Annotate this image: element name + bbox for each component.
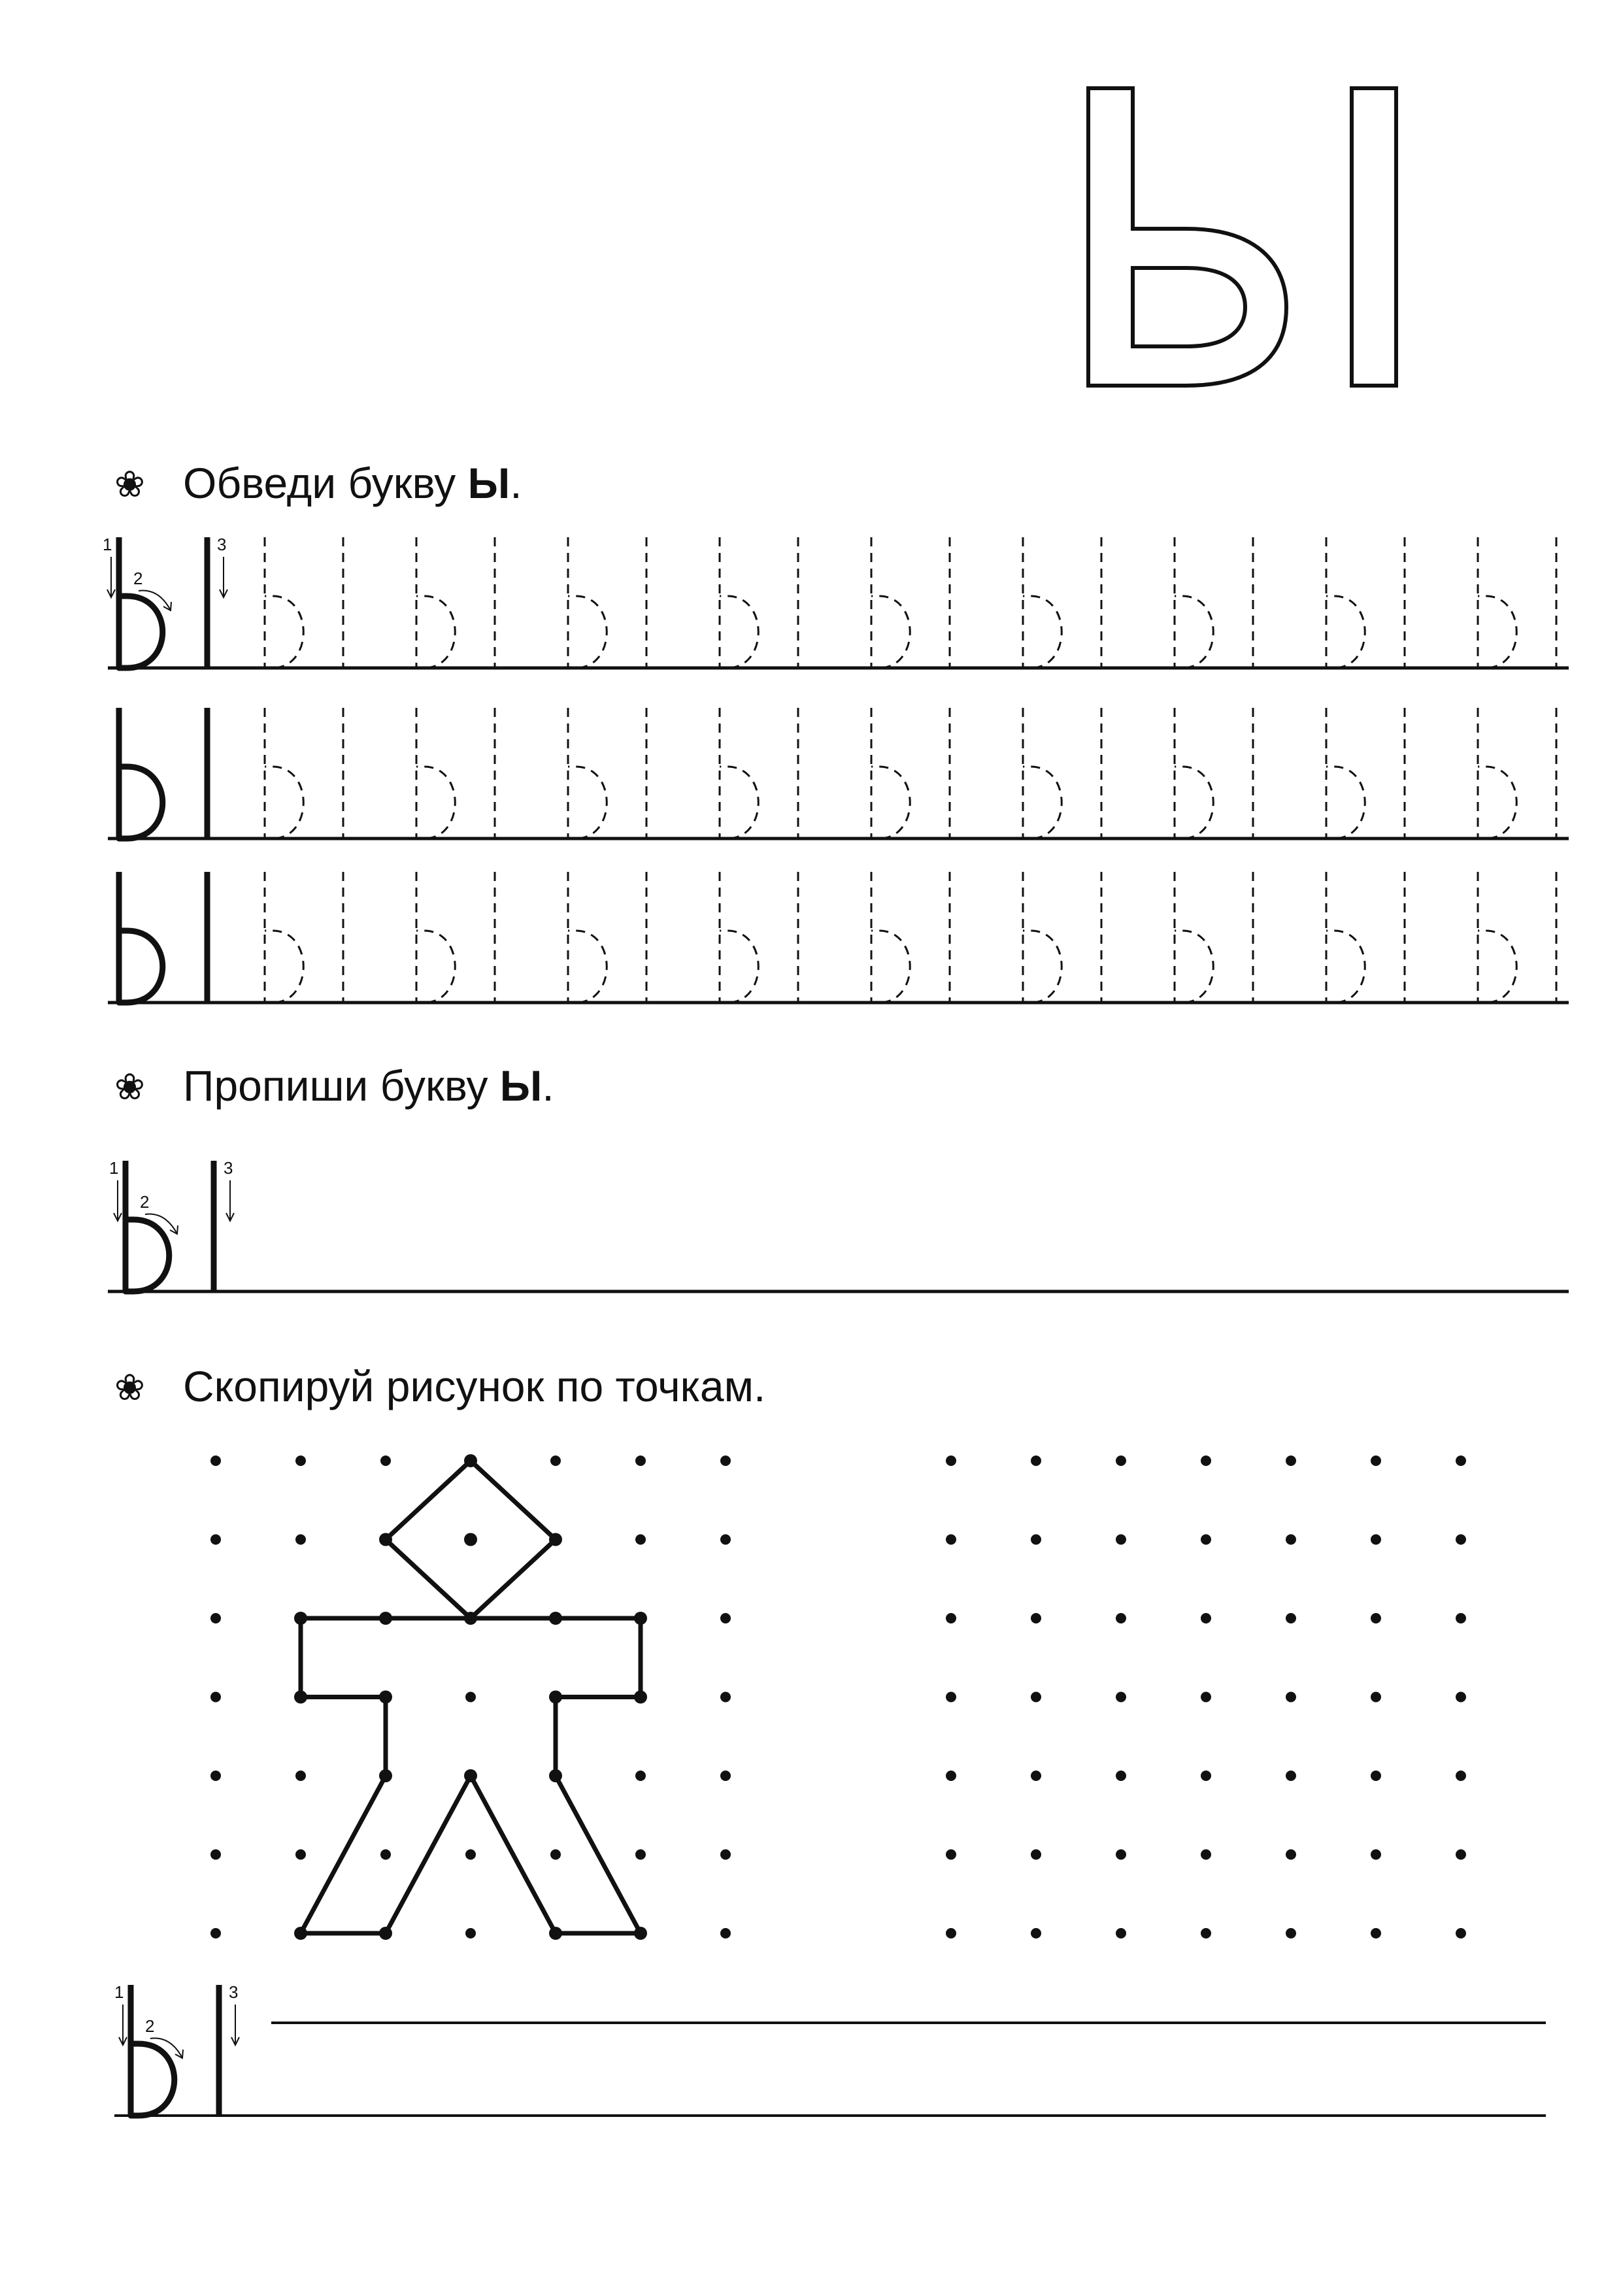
grid-dot bbox=[720, 1535, 731, 1545]
dashed-letter[interactable] bbox=[1478, 537, 1556, 668]
section-heading-write bbox=[114, 1061, 554, 1110]
dashed-bowl bbox=[1478, 872, 1516, 1003]
stroke-number: 2 bbox=[140, 1192, 150, 1212]
flower-icon: ❀ bbox=[114, 1066, 145, 1107]
figure-vertex bbox=[634, 1612, 647, 1625]
dashed-bowl bbox=[1326, 872, 1365, 1003]
grid-dot bbox=[295, 1535, 306, 1545]
figure-vertex bbox=[294, 1927, 307, 1940]
flower-icon: ❀ bbox=[114, 463, 145, 505]
grid-dot bbox=[210, 1613, 221, 1623]
grid-dot[interactable] bbox=[1371, 1850, 1381, 1860]
grid-dot[interactable] bbox=[1201, 1535, 1211, 1545]
dashed-letter[interactable] bbox=[1175, 708, 1253, 839]
grid-dot bbox=[550, 1456, 561, 1466]
dashed-letter[interactable] bbox=[1023, 537, 1101, 668]
grid-dot[interactable] bbox=[1456, 1692, 1466, 1703]
dashed-bowl bbox=[1478, 537, 1516, 668]
figure-vertex bbox=[294, 1612, 307, 1625]
dashed-bowl bbox=[1175, 708, 1213, 839]
grid-dot[interactable] bbox=[1456, 1456, 1466, 1466]
figure-vertex bbox=[294, 1691, 307, 1704]
dashed-letter[interactable] bbox=[265, 708, 343, 839]
grid-dot bbox=[635, 1850, 646, 1860]
dashed-letter[interactable] bbox=[1478, 872, 1556, 1003]
grid-dot[interactable] bbox=[946, 1535, 956, 1545]
grid-dot[interactable] bbox=[1201, 1692, 1211, 1703]
grid-dot bbox=[295, 1771, 306, 1781]
grid-dot[interactable] bbox=[1116, 1692, 1126, 1703]
grid-dot bbox=[210, 1928, 221, 1938]
dashed-letter[interactable] bbox=[1175, 872, 1253, 1003]
grid-dot bbox=[635, 1456, 646, 1466]
grid-dot[interactable] bbox=[1286, 1692, 1296, 1703]
figure-vertex bbox=[549, 1612, 562, 1625]
grid-dot bbox=[720, 1613, 731, 1623]
dashed-bowl bbox=[720, 872, 758, 1003]
stroke-number: 1 bbox=[109, 1158, 119, 1178]
dashed-bowl bbox=[416, 708, 455, 839]
dashed-bowl bbox=[1023, 872, 1061, 1003]
grid-dot bbox=[380, 1456, 391, 1466]
dashed-bowl bbox=[1023, 708, 1061, 839]
dashed-letter[interactable] bbox=[871, 708, 950, 839]
big-letter-outline bbox=[1088, 88, 1396, 386]
figure-vertex bbox=[464, 1454, 477, 1467]
grid-dot bbox=[720, 1456, 731, 1466]
heading-letter: Ы bbox=[499, 1061, 543, 1110]
arrow-head-icon bbox=[175, 2050, 183, 2058]
dashed-bowl bbox=[265, 537, 303, 668]
stroke-number: 2 bbox=[133, 569, 143, 588]
svg-text:Пропиши букву Ы.: Пропиши букву Ы. bbox=[183, 1061, 554, 1110]
grid-dot[interactable] bbox=[1116, 1928, 1126, 1938]
svg-text:Скопируй рисунок по точкам. bbox=[183, 1362, 765, 1410]
figure-vertex bbox=[464, 1533, 477, 1546]
dashed-bowl bbox=[1175, 537, 1213, 668]
grid-dot[interactable] bbox=[1031, 1850, 1041, 1860]
grid-dot[interactable] bbox=[1286, 1456, 1296, 1466]
trace-row bbox=[108, 872, 1569, 1003]
figure-vertex bbox=[379, 1769, 392, 1782]
dot-grid-example bbox=[210, 1454, 731, 1940]
figure-vertex bbox=[379, 1691, 392, 1704]
dashed-bowl bbox=[720, 708, 758, 839]
dashed-bowl bbox=[265, 872, 303, 1003]
grid-dot bbox=[295, 1456, 306, 1466]
dashed-bowl bbox=[265, 708, 303, 839]
grid-dot[interactable] bbox=[1116, 1771, 1126, 1781]
letter-stroke-bowl bbox=[119, 708, 163, 839]
grid-dot[interactable] bbox=[946, 1928, 956, 1938]
dashed-bowl bbox=[416, 537, 455, 668]
dashed-letter[interactable] bbox=[568, 537, 646, 668]
dashed-letter[interactable] bbox=[1023, 708, 1101, 839]
grid-dot[interactable] bbox=[1286, 1771, 1296, 1781]
dashed-letter[interactable] bbox=[1023, 872, 1101, 1003]
dashed-bowl bbox=[871, 872, 910, 1003]
dashed-bowl bbox=[871, 708, 910, 839]
letter-stroke-bowl bbox=[119, 872, 163, 1003]
grid-dot[interactable] bbox=[1286, 1928, 1296, 1938]
grid-dot[interactable] bbox=[1201, 1456, 1211, 1466]
figure-vertex bbox=[549, 1533, 562, 1546]
grid-dot bbox=[465, 1850, 476, 1860]
dashed-bowl bbox=[1023, 537, 1061, 668]
grid-dot[interactable] bbox=[1456, 1928, 1466, 1938]
dashed-bowl bbox=[1478, 708, 1516, 839]
grid-dot[interactable] bbox=[1031, 1456, 1041, 1466]
figure-vertex bbox=[634, 1927, 647, 1940]
figure-vertex bbox=[379, 1927, 392, 1940]
dashed-letter[interactable] bbox=[1326, 708, 1405, 839]
dashed-letter[interactable] bbox=[265, 872, 343, 1003]
heading-letter: Ы bbox=[467, 459, 510, 507]
dashed-letter[interactable] bbox=[568, 708, 646, 839]
figure-vertex bbox=[634, 1691, 647, 1704]
heading-text: Скопируй рисунок по точкам. bbox=[183, 1362, 766, 1410]
dashed-bowl bbox=[568, 537, 607, 668]
sample-letter bbox=[109, 1158, 234, 1291]
trace-row bbox=[103, 535, 1569, 668]
figure-vertex bbox=[379, 1612, 392, 1625]
grid-dot[interactable] bbox=[1031, 1535, 1041, 1545]
grid-dot[interactable] bbox=[1371, 1771, 1381, 1781]
dashed-letter[interactable] bbox=[1326, 872, 1405, 1003]
section-heading-trace bbox=[114, 459, 522, 507]
grid-dot[interactable] bbox=[946, 1850, 956, 1860]
grid-dot[interactable] bbox=[946, 1771, 956, 1781]
grid-dot[interactable] bbox=[1116, 1535, 1126, 1545]
svg-text:Обведи букву Ы.: Обведи букву Ы. bbox=[183, 459, 522, 507]
dashed-letter[interactable] bbox=[1326, 537, 1405, 668]
dashed-letter[interactable] bbox=[871, 537, 950, 668]
dashed-bowl bbox=[1326, 708, 1365, 839]
arrow-head-icon bbox=[163, 602, 171, 610]
letter-stroke-bowl bbox=[119, 537, 163, 668]
grid-dot[interactable] bbox=[1371, 1535, 1381, 1545]
grid-dot[interactable] bbox=[1371, 1928, 1381, 1938]
grid-dot bbox=[465, 1692, 476, 1703]
dashed-letter[interactable] bbox=[1175, 537, 1253, 668]
grid-dot[interactable] bbox=[1031, 1692, 1041, 1703]
grid-dot[interactable] bbox=[1286, 1613, 1296, 1623]
grid-dot bbox=[380, 1850, 391, 1860]
grid-dot[interactable] bbox=[1286, 1850, 1296, 1860]
dashed-letter[interactable] bbox=[720, 872, 798, 1003]
figure-vertex bbox=[549, 1927, 562, 1940]
grid-dot bbox=[720, 1850, 731, 1860]
grid-dot[interactable] bbox=[1201, 1928, 1211, 1938]
grid-dot bbox=[720, 1771, 731, 1781]
dashed-letter[interactable] bbox=[720, 537, 798, 668]
grid-dot[interactable] bbox=[1116, 1456, 1126, 1466]
flower-icon: ❀ bbox=[114, 1367, 145, 1408]
stroke-number: 3 bbox=[224, 1158, 233, 1178]
grid-dot[interactable] bbox=[1201, 1850, 1211, 1860]
grid-dot bbox=[210, 1535, 221, 1545]
figure-vertex bbox=[464, 1612, 477, 1625]
stroke-number: 3 bbox=[229, 1982, 239, 2002]
write-row[interactable] bbox=[108, 1158, 1569, 1291]
grid-dot bbox=[295, 1850, 306, 1860]
figure-vertex bbox=[549, 1769, 562, 1782]
dashed-letter[interactable] bbox=[416, 537, 495, 668]
dashed-bowl bbox=[416, 872, 455, 1003]
letter-stroke-bowl bbox=[131, 1985, 175, 2116]
grid-dot bbox=[465, 1928, 476, 1938]
grid-dot bbox=[210, 1850, 221, 1860]
heading-text: Обведи букву bbox=[183, 459, 468, 507]
grid-dot[interactable] bbox=[1456, 1613, 1466, 1623]
grid-dot[interactable] bbox=[1371, 1613, 1381, 1623]
figure-vertex bbox=[464, 1769, 477, 1782]
stroke-number: 2 bbox=[145, 2016, 155, 2036]
dashed-letter[interactable] bbox=[416, 872, 495, 1003]
dashed-bowl bbox=[1175, 872, 1213, 1003]
grid-dot[interactable] bbox=[1031, 1928, 1041, 1938]
grid-dot bbox=[720, 1928, 731, 1938]
dashed-bowl bbox=[568, 708, 607, 839]
trace-row bbox=[108, 708, 1569, 839]
grid-dot bbox=[635, 1535, 646, 1545]
sample-letter bbox=[119, 708, 207, 839]
grid-dot[interactable] bbox=[946, 1613, 956, 1623]
grid-dot[interactable] bbox=[1286, 1535, 1296, 1545]
dashed-letter[interactable] bbox=[568, 872, 646, 1003]
grid-dot bbox=[550, 1850, 561, 1860]
grid-dot[interactable] bbox=[1031, 1771, 1041, 1781]
figure-vertex bbox=[379, 1533, 392, 1546]
grid-dot bbox=[720, 1692, 731, 1703]
figure-vertex bbox=[549, 1691, 562, 1704]
dashed-letter[interactable] bbox=[1478, 708, 1556, 839]
grid-dot[interactable] bbox=[1371, 1456, 1381, 1466]
grid-dot[interactable] bbox=[1031, 1613, 1041, 1623]
letter-stroke-bowl bbox=[125, 1161, 169, 1291]
dashed-bowl bbox=[568, 872, 607, 1003]
trace-rows bbox=[103, 535, 1569, 1003]
heading-text: Пропиши букву bbox=[183, 1061, 500, 1110]
grid-dot[interactable] bbox=[1201, 1613, 1211, 1623]
stroke-number: 1 bbox=[103, 535, 112, 554]
grid-dot[interactable] bbox=[1116, 1613, 1126, 1623]
dashed-bowl bbox=[1326, 537, 1365, 668]
dashed-letter[interactable] bbox=[871, 872, 950, 1003]
stroke-number: 3 bbox=[217, 535, 227, 554]
dashed-letter[interactable] bbox=[720, 708, 798, 839]
sample-letter bbox=[103, 535, 227, 668]
grid-dot[interactable] bbox=[946, 1456, 956, 1466]
section-heading-copy bbox=[114, 1362, 765, 1410]
grid-dot[interactable] bbox=[1456, 1771, 1466, 1781]
grid-dot[interactable] bbox=[1201, 1771, 1211, 1781]
dashed-letter[interactable] bbox=[416, 708, 495, 839]
grid-dot[interactable] bbox=[1371, 1692, 1381, 1703]
dashed-bowl bbox=[720, 537, 758, 668]
grid-dot[interactable] bbox=[1116, 1850, 1126, 1860]
sample-letter bbox=[114, 1982, 239, 2116]
arrow-head-icon bbox=[170, 1225, 178, 1234]
dot-grid-blank[interactable] bbox=[946, 1456, 1466, 1938]
grid-dot bbox=[210, 1692, 221, 1703]
grid-dot bbox=[210, 1771, 221, 1781]
dashed-bowl bbox=[871, 537, 910, 668]
grid-dot bbox=[635, 1771, 646, 1781]
grid-dot[interactable] bbox=[946, 1692, 956, 1703]
grid-dot bbox=[210, 1456, 221, 1466]
bottom-write-row[interactable] bbox=[114, 1982, 1546, 2116]
grid-dot[interactable] bbox=[1456, 1850, 1466, 1860]
stroke-number: 1 bbox=[114, 1982, 124, 2002]
sample-letter bbox=[119, 872, 207, 1003]
grid-dot[interactable] bbox=[1456, 1535, 1466, 1545]
dashed-letter[interactable] bbox=[265, 537, 343, 668]
